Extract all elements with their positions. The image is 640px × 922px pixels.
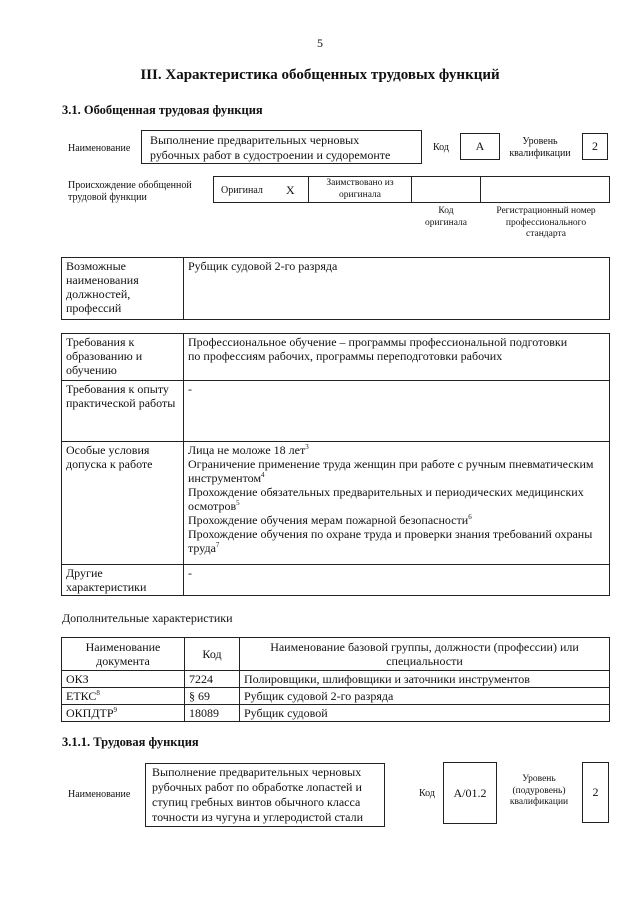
borrowed-label [310,178,410,201]
origin-box [213,176,610,203]
row-doc: ОКЗ [62,671,185,688]
original-mark: Х [286,183,295,197]
tf-level-label-line1: Уровень [522,774,556,784]
education-value-line2: по профессиям рабочих, программы переподготовки рабочих [188,349,503,363]
name-value-box [141,130,422,164]
borrowed-label-line2: оригинала [339,189,381,200]
level-value: 2 [582,133,608,160]
code-original-label [414,206,478,229]
tf-level-label [502,774,576,809]
code-value: А [460,133,500,160]
name-label: Наименование [68,143,131,154]
requirements-table [61,333,610,596]
reg-number-line1: Регистрационный номер [496,206,596,216]
table-row [62,688,610,705]
code-label: Код [433,142,449,153]
divider [411,177,412,202]
positions-table [61,257,610,320]
original-label: Оригинал [221,185,263,196]
tf-name-line: точности из чугуна и углеродистой стали [152,810,364,824]
special-value [184,442,610,565]
col-code-header: Код [185,638,240,671]
special-label: Особые условия допуска к работе [62,442,184,565]
special-item: Прохождение обучения мерам пожарной безопасности$^6$ [188,513,472,527]
page-title: III. Характеристика обобщенных трудовых функций [140,67,500,83]
origin-label-line2: трудовой функции [68,192,147,203]
row-doc: ЕТКС$^8$ [62,688,185,705]
tf-code-label: Код [419,788,435,799]
code-original-line1: Код [438,206,454,216]
reg-number-line2: профессионального [505,217,587,228]
other-label: Другие характеристики [62,565,184,596]
special-item: Лица не моложе 18 лет$^3$ [188,443,309,457]
tf-name-line: Выполнение предварительных черновых [152,765,362,779]
education-label: Требования к образованию и обучению [62,334,184,381]
col-doc-header: Наименование документа [62,638,185,671]
positions-value: Рубщик судовой 2-го разряда [184,258,610,320]
divider [480,177,481,202]
page-number: 5 [317,36,323,50]
additional-table [61,637,610,722]
row-doc: ОКПДТР$^9$ [62,705,185,722]
positions-label: Возможные наименования должностей, профессий [62,258,184,320]
section-heading-3-1-1: 3.1.1. Трудовая функция [62,735,199,749]
table-row [62,671,610,688]
additional-heading: Дополнительные характеристики [62,611,233,625]
col-name-header: Наименование базовой группы, должности (профессии) или специальности [240,638,610,671]
row-name: Полировщики, шлифовщики и заточники инструментов [240,671,610,688]
section-heading-3-1: 3.1. Обобщенная трудовая функция [62,103,263,117]
table-row [62,705,610,722]
special-item: Прохождение обучения по охране труда и проверки знания требований охраны труда$^7$ [188,527,593,555]
level-label-line1: Уровень [522,136,558,147]
education-value-line1: Профессиональное обучение – программы профессиональной подготовки [188,335,568,349]
tf-name-value-box [145,763,385,827]
tf-level-value: 2 [582,762,609,823]
row-name: Рубщик судовой [240,705,610,722]
tf-level-label-line3: квалификации [509,797,569,807]
origin-label [68,180,192,204]
other-value: - [184,565,610,596]
experience-value: - [184,381,610,442]
borrowed-label-line1: Заимствовано из [326,178,394,188]
origin-label-line1: Происхождение обобщенной [68,180,192,191]
name-value-line2: рубочных работ в судостроении и судоремонте [150,148,391,162]
education-value [184,334,610,381]
code-original-line2: оригинала [425,217,467,228]
level-label-line2: квалификации [509,148,571,159]
reg-number-label [482,206,610,241]
tf-level-label-line2: (подуровень) [512,785,566,796]
tf-name-line: рубочных работ по обработке лопастей и [152,780,362,794]
tf-code-value: А/01.2 [443,762,497,824]
row-code: § 69 [185,688,240,705]
row-name: Рубщик судовой 2-го разряда [240,688,610,705]
row-code: 18089 [185,705,240,722]
row-code: 7224 [185,671,240,688]
name-value-line1: Выполнение предварительных черновых [150,133,360,147]
special-item: Ограничение применение труда женщин при работе с ручным пневматическим инструментом$^4$ [188,457,594,485]
divider [308,177,309,202]
tf-name-line: ступиц гребных винтов обычного класса [152,795,361,809]
tf-name-label: Наименование [68,789,131,800]
experience-label: Требования к опыту практической работы [62,381,184,442]
special-item: Прохождение обязательных предварительных и периодических медицинских осмотров$^5$ [188,485,584,513]
reg-number-line3: стандарта [526,229,566,239]
level-label [505,136,575,160]
